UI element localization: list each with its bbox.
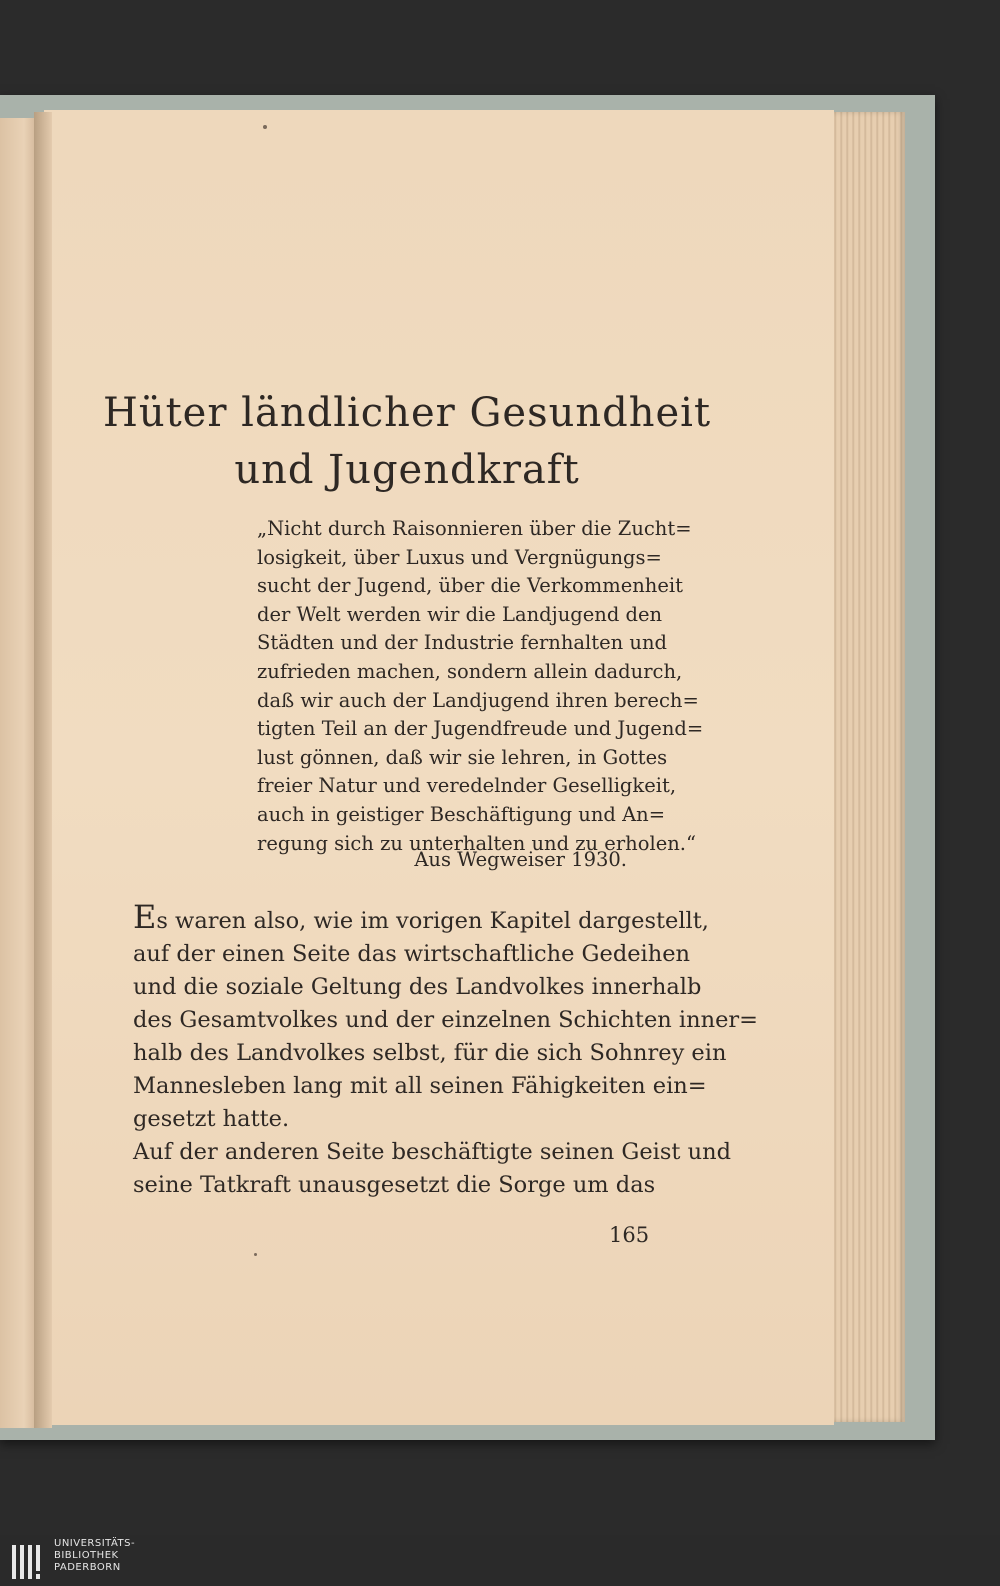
paper-speck [254, 1253, 257, 1256]
body-line: Auf der anderen Seite beschäftigte seinen Geist und [133, 1139, 731, 1165]
logo-line: PADERBORN [54, 1562, 121, 1573]
quote-line: regung sich zu unterhalten und zu erholen.“ [257, 831, 696, 855]
body-line: halb des Landvolkes selbst, für die sich Sohnrey ein [133, 1040, 727, 1066]
page-block-edges [825, 112, 905, 1422]
quote-line: zufrieden machen, sondern allein dadurch, [257, 659, 683, 683]
quote-line: lust gönnen, daß wir sie lehren, in Gottes [257, 745, 668, 769]
logo-line: UNIVERSITÄTS- [54, 1538, 136, 1549]
logo-line: BIBLIOTHEK [54, 1550, 119, 1561]
quote-line: freier Natur und veredelnder Geselligkeit, [257, 774, 677, 798]
quote-line: „Nicht durch Raisonnieren über die Zucht= [257, 517, 692, 540]
quote-line: daß wir auch der Landjugend ihren berech= [257, 688, 699, 712]
chapter-title-line-2: und Jugendkraft [234, 447, 580, 493]
body-line: auf der einen Seite das wirtschaftliche Gedeihen [133, 941, 691, 967]
body-line: Mannesleben lang mit all seinen Fähigkeiten ein= [133, 1073, 707, 1099]
quote-source: Aus Wegweiser 1930. [414, 848, 627, 871]
quote-line: auch in geistiger Beschäftigung und An= [257, 802, 666, 826]
book-gutter [34, 112, 52, 1428]
drop-cap: E [133, 898, 157, 936]
quote-line: losigkeit, über Luxus und Vergnügungs= [257, 545, 662, 569]
library-logo-icon [12, 1545, 48, 1579]
book-page [44, 110, 834, 1425]
library-logo-text [54, 1538, 135, 1574]
quote-line: der Welt werden wir die Landjugend den [257, 602, 663, 626]
body-line-first [133, 898, 709, 938]
body-line: seine Tatkraft unausgesetzt die Sorge um das [133, 1172, 656, 1198]
epigraph-quote [257, 515, 704, 858]
paper-speck [263, 125, 267, 129]
chapter-title-line-1: Hüter ländlicher Gesundheit [102, 390, 712, 436]
quote-line: tigten Teil an der Jugendfreude und Jugend= [257, 717, 704, 741]
quote-line: Städten und der Industrie fernhalten und [257, 631, 668, 655]
library-footer-bar [0, 1535, 1000, 1586]
body-line: und die soziale Geltung des Landvolkes innerhalb [133, 974, 702, 1000]
page-number: 165 [609, 1223, 650, 1247]
body-line: des Gesamtvolkes und der einzelnen Schichten inner= [133, 1007, 759, 1033]
quote-line: sucht der Jugend, über die Verkommenheit [257, 574, 683, 598]
body-line: gesetzt hatte. [133, 1106, 290, 1132]
first-line-text: s waren also, wie im vorigen Kapitel dargestellt, [156, 908, 709, 934]
body-paragraph [133, 898, 759, 1202]
